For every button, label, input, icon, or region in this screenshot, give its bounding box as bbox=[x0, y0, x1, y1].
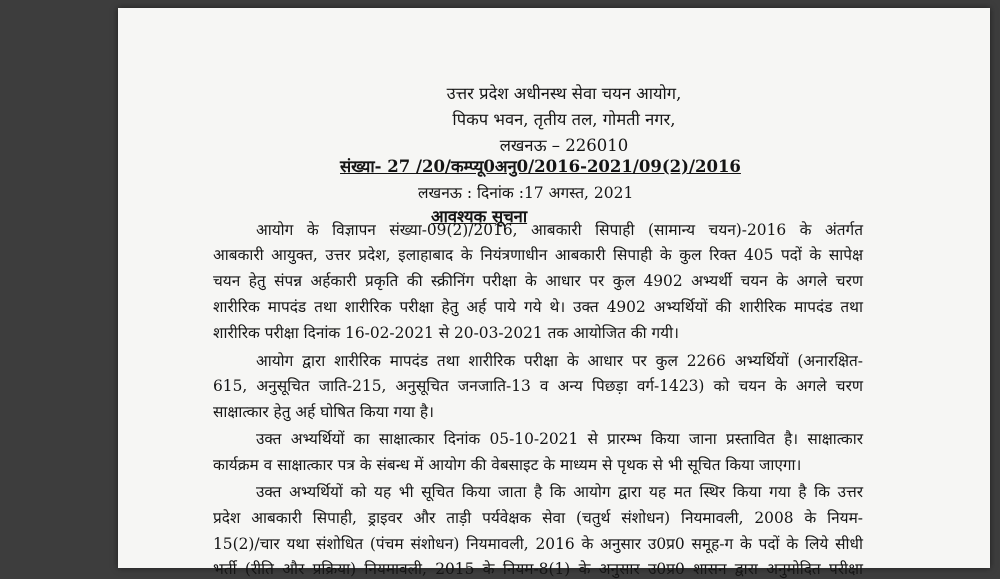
paragraph-1-line-3: चयन हेतु संपन्न अर्हकारी प्रकृति की स्क्रीनिंग परीक्षा के आधार पर कुल 4902 अभ्यर्थी चयन के अगले चरण bbox=[213, 272, 863, 290]
commission-name: उत्तर प्रदेश अधीनस्थ सेवा चयन आयोग, bbox=[446, 84, 682, 103]
paragraph-1-line-4: शारीरिक मापदंड तथा शारीरिक परीक्षा हेतु अर्ह पाये गये थे। उक्त 4902 अभ्यर्थियों की शारीरिक मापदंड तथा bbox=[213, 298, 863, 316]
commission-address: पिकप भवन, तृतीय तल, गोमती नगर, bbox=[452, 110, 676, 129]
paragraph-4-line-4: भर्ती (रीति और प्रक्रिया) नियमावली, 2015 के नियम-8(1) के अनुसार उ0प्र0 शासन द्वारा अनुमोदित परीक्षा bbox=[213, 560, 863, 578]
reference-number: संख्या- 27 /20/कम्प्यू0अनु0/2016-2021/09(2)/2016 bbox=[340, 157, 741, 176]
paragraph-4-line-1: उक्त अभ्यर्थियों को यह भी सूचित किया जाता है कि आयोग द्वारा यह मत स्थिर किया गया है कि उत्तर bbox=[256, 483, 863, 501]
paragraph-1-line-5: शारीरिक परीक्षा दिनांक 16-02-2021 से 20-03-2021 तक आयोजित की गयी। bbox=[213, 324, 679, 342]
paragraph-2-line-1: आयोग द्वारा शारीरिक मापदंड तथा शारीरिक परीक्षा के आधार पर कुल 2266 अभ्यर्थियों (अनारक्षित- bbox=[256, 352, 863, 370]
notice-title: आवश्यक सूचना bbox=[431, 207, 528, 226]
paragraph-3-line-2: कार्यक्रम व साक्षात्कार पत्र के संबन्ध में आयोग की वेबसाइट के माध्यम से पृथक से भी सूचित किया जाएगा। bbox=[213, 456, 802, 474]
date-line: लखनऊ : दिनांक :17 अगस्त, 2021 bbox=[418, 184, 634, 202]
paragraph-4-line-2: प्रदेश आबकारी सिपाही, ड्राइवर और ताड़ी पर्यवेक्षक सेवा (चतुर्थ संशोधन) नियमावली, 2008 के नियम- bbox=[213, 509, 863, 527]
paragraph-4-line-3: 15(2)/चार यथा संशोधित (पंचम संशोधन) नियमावली, 2016 के अनुसार उ0प्र0 समूह-ग के पदों के लिये सीधी bbox=[213, 535, 863, 553]
paragraph-1-line-2: आबकारी आयुक्त, उत्तर प्रदेश, इलाहाबाद के नियंत्रणाधीन आबकारी सिपाही के कुल रिक्त 405 पदों के सापेक्ष bbox=[213, 246, 863, 264]
paragraph-2-line-2: 615, अनुसूचित जाति-215, अनुसूचित जनजाति-13 व अन्य पिछड़ा वर्ग-1423) को चयन के अगले चरण bbox=[213, 377, 863, 395]
paragraph-3-line-1: उक्त अभ्यर्थियों का साक्षात्कार दिनांक 05-10-2021 से प्रारम्भ किया जाना प्रस्तावित है। साक्षात्कार bbox=[256, 430, 863, 448]
commission-city: लखनऊ – 226010 bbox=[499, 136, 629, 155]
paragraph-2-line-3: साक्षात्कार हेतु अर्ह घोषित किया गया है। bbox=[213, 403, 434, 421]
paragraph-1-line-1: आयोग के विज्ञापन संख्या-09(2)/2016, आबकारी सिपाही (सामान्य चयन)-2016 के अंतर्गत bbox=[256, 221, 863, 239]
document-page bbox=[118, 8, 990, 578]
